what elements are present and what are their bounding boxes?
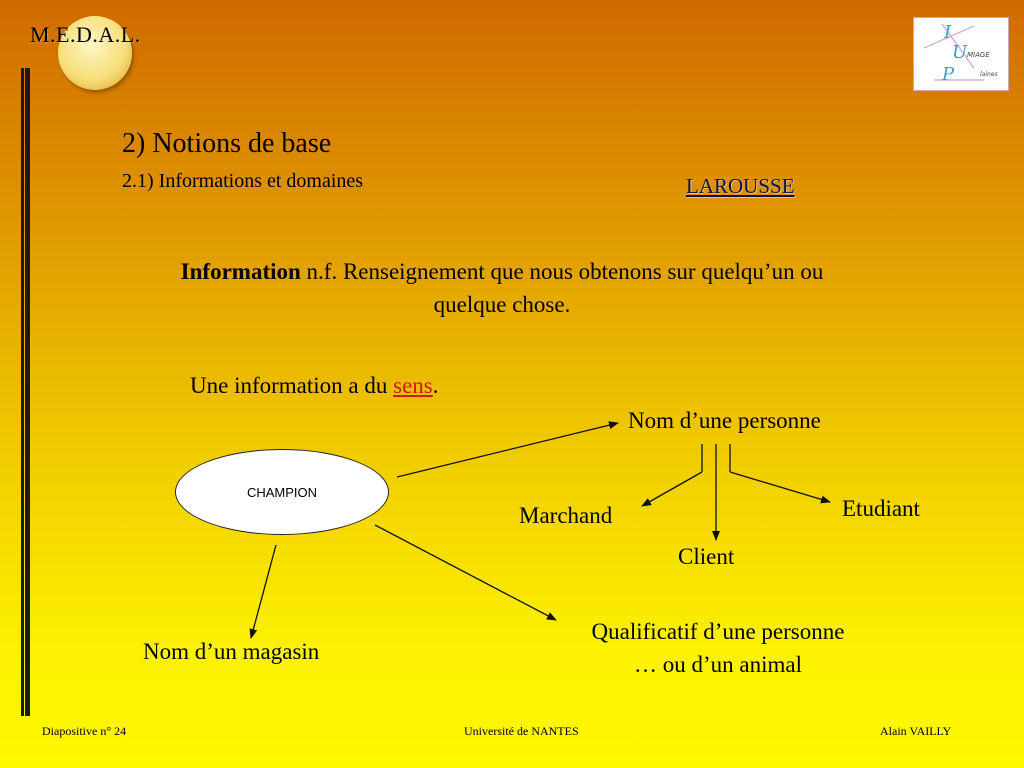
arrow-to-qualificatif — [375, 525, 556, 620]
slide-subtitle: 2.1) Informations et domaines — [122, 170, 364, 192]
qualificatif-line-2: … ou d’un animal — [634, 652, 802, 677]
label-qualificatif — [548, 615, 888, 681]
footer-slide-number: Diapositive n° 24 — [42, 724, 127, 738]
footer-university: Université de NANTES — [464, 724, 579, 738]
larousse-link[interactable]: LAROUSSE — [686, 174, 795, 198]
qualificatif-line-1: Qualificatif d’une personne — [591, 619, 845, 644]
arrow-to-marchand — [642, 472, 702, 506]
slide-title: 2) Notions de base — [122, 128, 332, 159]
logo-letter-u: U — [952, 42, 968, 63]
definition-term: Information — [180, 259, 301, 284]
arrow-to-nom-personne — [397, 423, 618, 477]
label-client: Client — [678, 544, 735, 569]
brand-title: M.E.D.A.L. — [30, 22, 141, 47]
definition-body: n.f. Renseignement que nous obtenons sur quelqu’un ou quelque chose. — [300, 259, 824, 317]
label-etudiant: Etudiant — [842, 496, 920, 521]
champion-node — [175, 449, 389, 535]
logo-word-laines: laines — [980, 71, 998, 78]
arrow-to-etudiant — [730, 472, 830, 502]
footer-author: Alain VAILLY — [880, 724, 952, 738]
meaning-prefix: Une information a du — [190, 373, 394, 398]
meaning-highlight: sens — [393, 373, 433, 398]
label-marchand: Marchand — [519, 503, 613, 528]
logo-letter-p: P — [942, 64, 955, 85]
champion-label: CHAMPION — [246, 484, 318, 500]
meaning-suffix: . — [432, 373, 439, 398]
label-nom-personne: Nom d’une personne — [628, 408, 821, 433]
logo-letter-i: I — [944, 22, 952, 43]
arrow-to-nom-magasin — [251, 545, 276, 638]
label-nom-magasin: Nom d’un magasin — [143, 639, 320, 664]
logo-word-miage: MIAGE — [967, 51, 990, 59]
